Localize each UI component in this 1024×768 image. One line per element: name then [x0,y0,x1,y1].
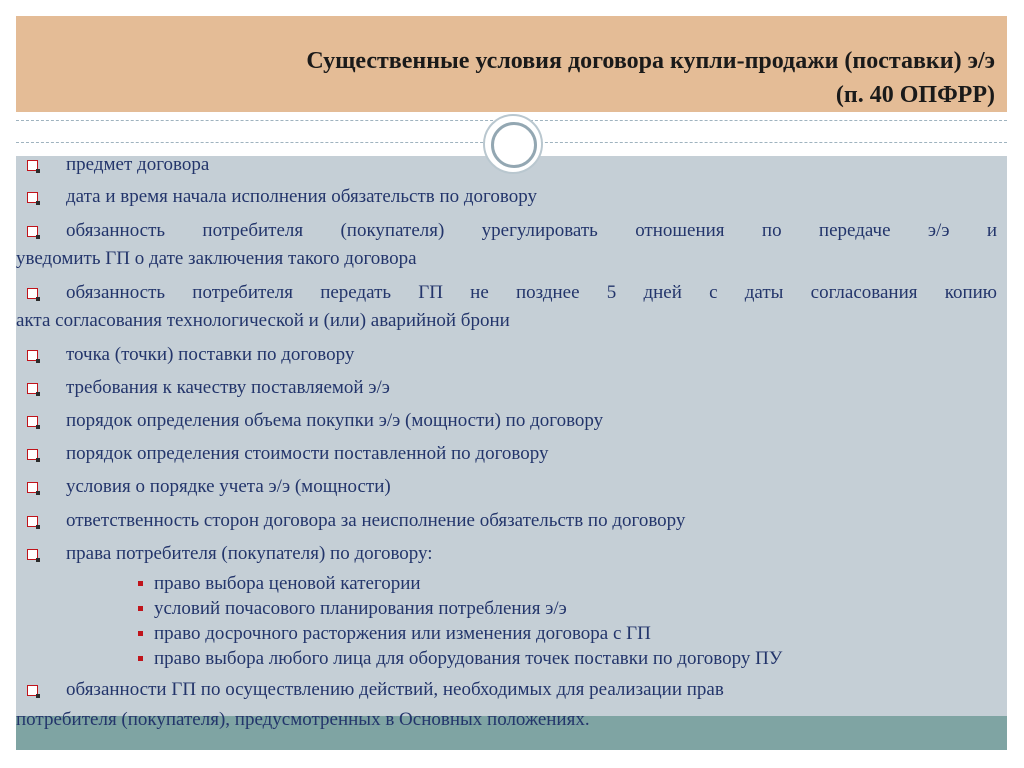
list-item-continuation [16,306,560,336]
slide [16,16,1007,750]
sub-list-item-text: условий почасового планирования потребления э/э [154,598,567,619]
title-line-1: Существенные условия договора купли-продажи (поставки) э/э [306,48,995,74]
list-item [66,182,997,212]
checkbox-bullet-icon [27,383,38,394]
list-item [66,406,997,436]
sub-list-item-text: право выбора ценовой категории [154,573,421,594]
square-bullet-icon [138,631,143,636]
list-item-text: обязанности ГП по осуществлению действий, необходимых для реализации прав [66,679,724,700]
list-item [66,216,997,246]
list-item-text-cont: уведомить ГП о дате заключения такого договора [16,248,417,269]
list-item-text-cont: акта согласования технологической и (или) аварийной брони [16,310,510,331]
title-bar [16,16,1007,112]
list-item [66,539,997,569]
sub-list-item [154,597,567,621]
title-line-2: (п. 40 ОПФРР) [835,82,995,108]
list-item-text: точка (точки) поставки по договору [66,344,355,365]
list-item-text-cont: потребителя (покупателя), предусмотренных в Основных положениях. [16,709,590,730]
list-item-continuation [16,244,467,274]
checkbox-bullet-icon [27,192,38,203]
list-item-text: дата и время начала исполнения обязательств по договору [66,186,537,207]
checkbox-bullet-icon [27,288,38,299]
sub-list-item [154,622,651,646]
list-item-text: предмет договора [66,154,210,175]
checkbox-bullet-icon [27,350,38,361]
list-item-text: права потребителя (покупателя) по договору: [66,543,433,564]
list-item [66,472,997,502]
square-bullet-icon [138,581,143,586]
list-item-continuation [16,705,640,735]
list-item-text: обязанность потребителя (покупателя) урегулировать отношения по передаче э/э и [66,220,997,241]
list-item [66,506,997,536]
checkbox-bullet-icon [27,516,38,527]
list-item [66,373,997,403]
sub-list-item-text: право досрочного расторжения или изменения договора с ГП [154,623,651,644]
list-item-text: порядок определения стоимости поставленной по договору [66,443,549,464]
sub-list-item [154,647,782,671]
list-item [66,439,997,469]
list-item-text: ответственность сторон договора за неисполнение обязательств по договору [66,510,686,531]
list-item [66,278,997,308]
list-item [66,150,997,180]
checkbox-bullet-icon [27,449,38,460]
list-item-text: условия о порядке учета э/э (мощности) [66,476,391,497]
sub-list-item-text: право выбора любого лица для оборудования точек поставки по договору ПУ [154,648,783,669]
list-item [66,340,997,370]
checkbox-bullet-icon [27,416,38,427]
checkbox-bullet-icon [27,685,38,696]
square-bullet-icon [138,606,143,611]
list-item-text: обязанность потребителя передать ГП не позднее 5 дней с даты согласования копию [66,282,997,303]
checkbox-bullet-icon [27,226,38,237]
checkbox-bullet-icon [27,160,38,171]
sub-list-item [154,572,421,596]
list-item-text: требования к качеству поставляемой э/э [66,377,390,398]
square-bullet-icon [138,656,143,661]
checkbox-bullet-icon [27,482,38,493]
list-item-text: порядок определения объема покупки э/э (мощности) по договору [66,410,604,431]
list-item [66,675,997,705]
slide-title [55,44,995,112]
checkbox-bullet-icon [27,549,38,560]
